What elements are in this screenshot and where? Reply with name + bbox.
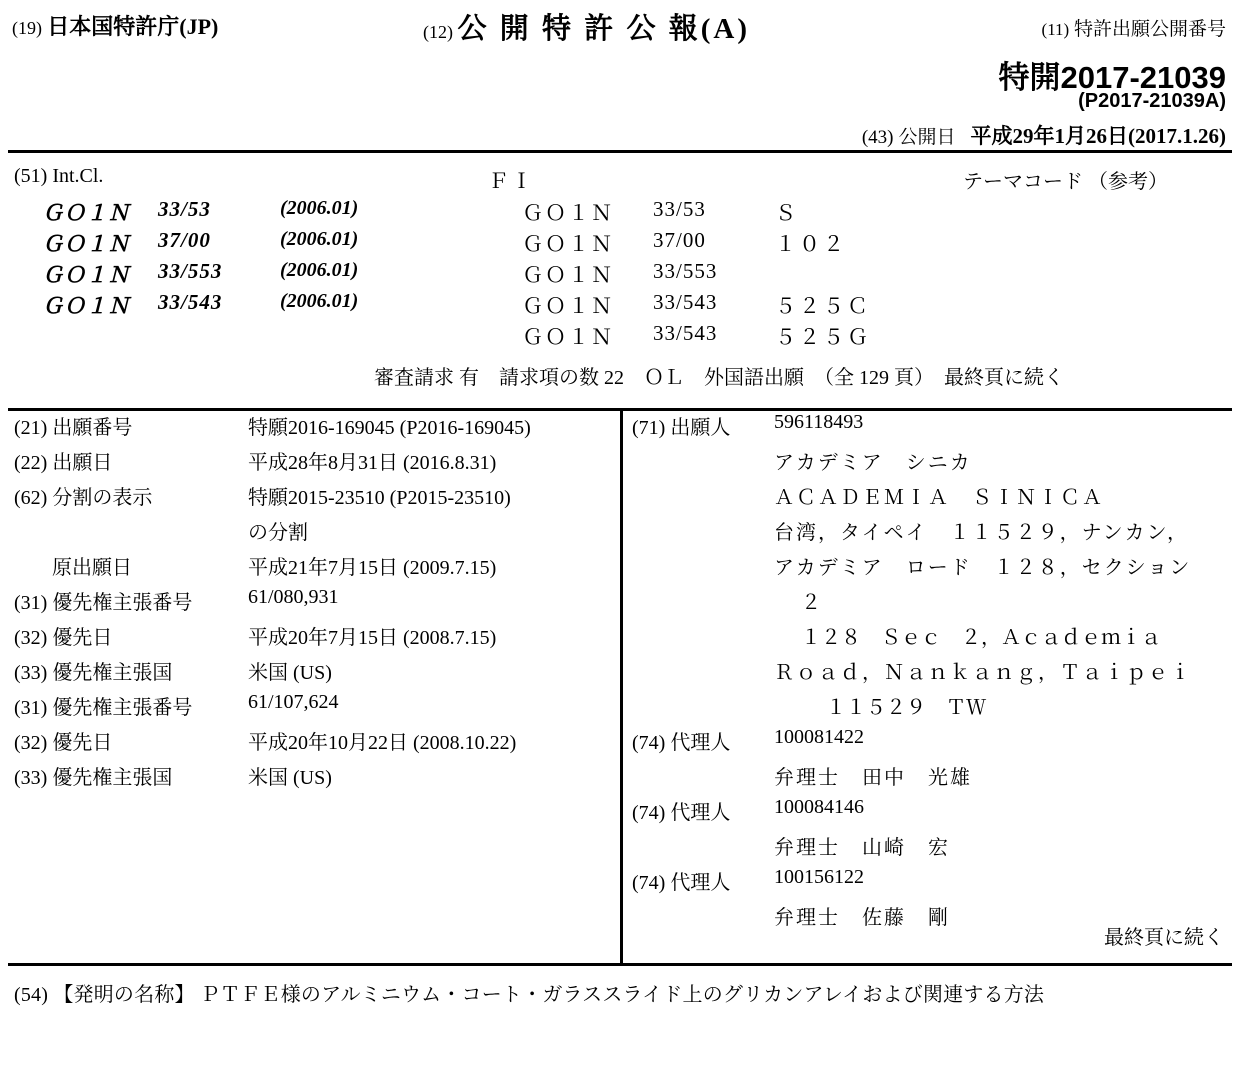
bib-value: 100156122 (774, 866, 864, 888)
int-cl-label: (51) Int.Cl. (14, 165, 104, 187)
fi-subcode: ５２５Ｇ (775, 325, 871, 349)
fi-class: ＧＯ１Ｎ (522, 263, 614, 287)
bib-code: (33) (14, 767, 48, 789)
fi-label: ＦＩ (488, 169, 534, 193)
bib-code: (74) (632, 872, 666, 894)
bib-value: の分割 (248, 522, 308, 544)
publication-number-text: 特許出願公開番号 (1073, 19, 1226, 40)
ipc-version: (2006.01) (280, 259, 359, 281)
publication-date-value: 平成29年1月26日(2017.1.26) (970, 124, 1226, 148)
bib-label (14, 656, 172, 685)
classification-row (8, 290, 1232, 321)
bib-row (8, 586, 618, 621)
classification-row (8, 197, 1232, 228)
bib-row (8, 691, 618, 726)
bib-row (626, 446, 1240, 481)
bib-row (626, 831, 1240, 866)
publication-date (862, 120, 1226, 150)
publication-number: 特開2017-21039 (998, 60, 1226, 95)
bib-label-text: 出願日 (52, 452, 113, 474)
bib-label-text: 優先権主張国 (52, 767, 173, 789)
fi-class: ＧＯ１Ｎ (522, 294, 614, 318)
publication-number-label (1042, 14, 1226, 41)
bib-value: 100081422 (774, 726, 864, 748)
ipc-group: 37/00 (158, 228, 211, 252)
invention-title-line (14, 978, 1044, 1007)
bib-label-text: 出願人 (670, 417, 731, 439)
fi-group: 37/00 (653, 228, 706, 252)
bibliographic-block (8, 411, 1232, 963)
invention-title-text: ＰＴＦＥ様のアルミニウム・コート・ガラススライド上のグリカンアレイおよび関連する方法 (199, 984, 1045, 1006)
document-type-name: 公 開 特 許 公 報(A) (457, 13, 751, 45)
bib-row (8, 446, 618, 481)
bib-label-text: 優先権主張番号 (52, 592, 193, 614)
classification-rows (8, 197, 1232, 352)
bib-label-text: 優先権主張番号 (52, 697, 193, 719)
bib-value: 平成28年8月31日 (2016.8.31) (248, 452, 497, 474)
ipc-class: ＧＯ１Ｎ (42, 263, 130, 287)
classification-row (8, 321, 1232, 352)
bib-row (626, 551, 1240, 586)
publication-number-alt: (P2017-21039A) (1078, 90, 1226, 112)
bib-row (8, 481, 618, 516)
fi-group: 33/543 (653, 321, 718, 345)
bib-code: (74) (632, 732, 666, 754)
bib-label (632, 796, 730, 825)
bib-code: (33) (14, 662, 48, 684)
bib-label-text: 代理人 (670, 732, 731, 754)
bib-code: (62) (14, 487, 48, 509)
bib-value: ＡＣＡＤＥＭＩＡ ＳＩＮＩＣＡ (774, 487, 1104, 509)
invention-title-label: 【発明の名称】 (53, 984, 195, 1006)
bib-value: 61/080,931 (248, 586, 339, 608)
bib-label-text: 優先日 (52, 732, 113, 754)
bib-value: ２ (801, 592, 821, 614)
bibliographic-right-column (626, 411, 1240, 936)
bib-value: 平成20年7月15日 (2008.7.15) (248, 627, 497, 649)
bib-row (8, 656, 618, 691)
bib-code: (32) (14, 732, 48, 754)
bib-row (626, 411, 1240, 446)
document-header (8, 0, 1232, 150)
bib-label (14, 481, 152, 510)
fi-subcode: ５２５Ｃ (775, 294, 871, 318)
bib-value: Ｒｏａｄ，Ｎａｎｋａｎｇ，Ｔａｉｐｅｉ (774, 662, 1192, 684)
issuing-office-code: (19) (12, 18, 42, 38)
invention-title-code: (54) (14, 984, 49, 1006)
publication-date-code: (43) (861, 127, 894, 148)
bib-code: (21) (14, 417, 48, 439)
bib-value: 平成20年10月22日 (2008.10.22) (248, 732, 517, 754)
fi-class: ＧＯ１Ｎ (522, 325, 614, 349)
bib-value: 弁理士 田中 光雄 (774, 767, 972, 789)
bib-code: (22) (14, 452, 48, 474)
bib-label-text: 優先権主張国 (52, 662, 173, 684)
bib-label (14, 411, 132, 440)
bib-value: 特願2016-169045 (P2016-169045) (248, 417, 531, 439)
bib-value: 米国 (US) (248, 767, 332, 789)
bib-row (8, 516, 618, 551)
ipc-version: (2006.01) (280, 197, 359, 219)
bib-label-text: 代理人 (670, 872, 731, 894)
ipc-group: 33/553 (158, 259, 223, 283)
bib-value: 特願2015-23510 (P2015-23510) (248, 487, 511, 509)
bib-value: 61/107,624 (248, 691, 339, 713)
fi-subcode: Ｓ (775, 201, 799, 225)
bib-value: １２８ Ｓｅｃ ２，Ａｃａｄｅｍｉａ (801, 627, 1161, 649)
bibliographic-left-column (8, 411, 618, 796)
bib-row (8, 726, 618, 761)
classification-block (8, 153, 1232, 408)
bib-row (626, 761, 1240, 796)
bib-label (632, 866, 730, 895)
bib-row (8, 621, 618, 656)
issuing-office (12, 10, 218, 41)
fi-subcode: １０２ (775, 232, 847, 256)
fi-group: 33/543 (653, 290, 718, 314)
bib-label (14, 621, 112, 650)
bib-row (8, 551, 618, 586)
bib-value: 弁理士 佐藤 剛 (774, 907, 950, 929)
bib-label (14, 586, 192, 615)
bib-row (626, 656, 1240, 691)
document-type-code: (12) (423, 22, 453, 42)
bib-label-text: 出願番号 (52, 417, 133, 439)
bib-label (14, 726, 112, 755)
bib-label-text: 原出願日 (52, 557, 132, 579)
publication-number-code: (11) (1041, 20, 1070, 39)
ipc-group: 33/543 (158, 290, 223, 314)
classification-row (8, 228, 1232, 259)
bib-value: 台湾，タイペイ １１５２９，ナンカン， (774, 522, 1189, 544)
bib-value: １１５２９ ＴＷ (826, 697, 986, 719)
bib-row (626, 481, 1240, 516)
bib-value: アカデミア シニカ (774, 452, 972, 474)
bib-row (626, 866, 1240, 901)
ipc-version: (2006.01) (280, 290, 359, 312)
fi-group: 33/553 (653, 259, 718, 283)
classification-row (8, 259, 1232, 290)
bib-label-text: 代理人 (670, 802, 731, 824)
bib-value: 平成21年7月15日 (2009.7.15) (248, 557, 497, 579)
bib-code: (71) (632, 417, 666, 439)
ipc-version: (2006.01) (280, 228, 359, 250)
bib-row (626, 586, 1240, 621)
bib-label-text: 優先日 (52, 627, 113, 649)
fi-class: ＧＯ１Ｎ (522, 201, 614, 225)
invention-title-block (8, 966, 1232, 1038)
ipc-class: ＧＯ１Ｎ (42, 294, 130, 318)
bib-label (632, 726, 730, 755)
bib-value: 100084146 (774, 796, 864, 818)
fi-class: ＧＯ１Ｎ (522, 232, 614, 256)
bib-code: (74) (632, 802, 666, 824)
bib-value: アカデミア ロード １２８，セクション (774, 557, 1192, 579)
ipc-class: ＧＯ１Ｎ (42, 201, 130, 225)
theme-code-label: テーマコード （参考） (963, 171, 1168, 193)
bib-label (632, 411, 730, 440)
publication-date-label: 公開日 (898, 127, 956, 148)
bib-row (626, 621, 1240, 656)
bib-row (626, 796, 1240, 831)
bib-value: 米国 (US) (248, 662, 332, 684)
bib-label (14, 761, 172, 790)
bib-label-text: 分割の表示 (52, 487, 153, 509)
ipc-class: ＧＯ１Ｎ (42, 232, 130, 256)
bib-row (626, 516, 1240, 551)
ipc-group: 33/53 (158, 197, 211, 221)
column-divider (620, 411, 623, 963)
bib-value: 596118493 (774, 411, 864, 433)
bib-code: (31) (14, 697, 48, 719)
bib-row (626, 726, 1240, 761)
examination-request-note: 審査請求 有 請求項の数 22 ＯＬ 外国語出願 （全 129 頁） 最終頁に続く (374, 367, 1064, 389)
issuing-office-name: 日本国特許庁(JP) (47, 14, 219, 39)
fi-group: 33/53 (653, 197, 706, 221)
bib-row (626, 691, 1240, 726)
continued-note: 最終頁に続く (1104, 927, 1224, 949)
bib-code: (32) (14, 627, 48, 649)
document-type (423, 6, 750, 47)
bib-code: (31) (14, 592, 48, 614)
bib-label (14, 691, 192, 720)
bib-label (14, 446, 112, 475)
bib-value: 弁理士 山崎 宏 (774, 837, 950, 859)
bib-row (8, 761, 618, 796)
bib-row (8, 411, 618, 446)
